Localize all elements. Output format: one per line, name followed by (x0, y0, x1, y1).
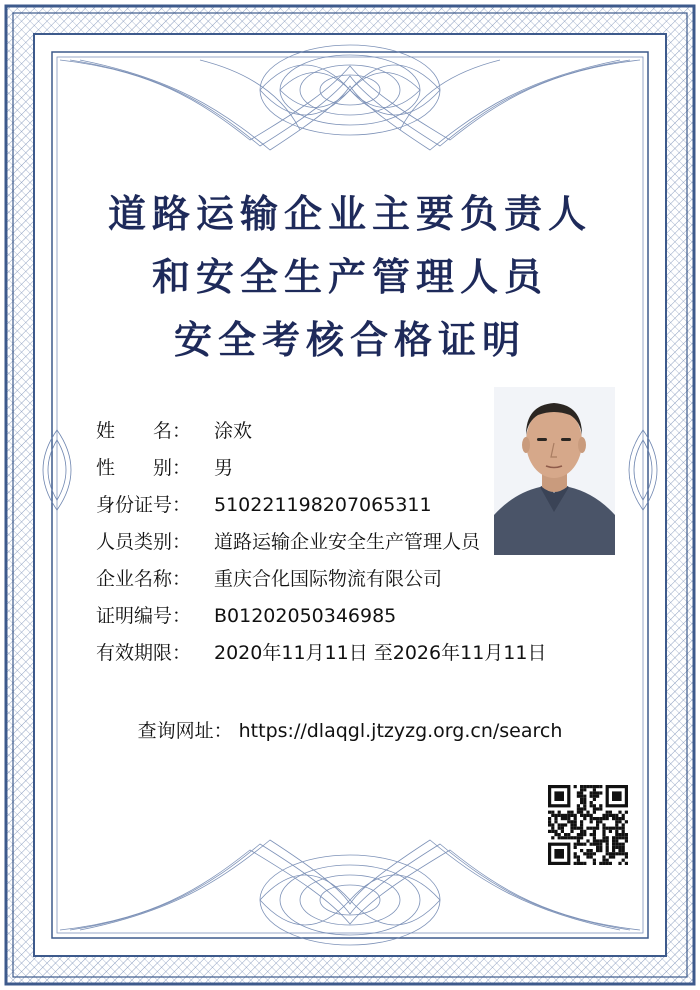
field-value: 男 (214, 457, 234, 479)
certificate-title-line1: 道路运输企业主要负责人 (107, 191, 592, 236)
field-value: 2020年11月11日 至2026年11月11日 (214, 642, 547, 664)
certificate-title-line3: 安全考核合格证明 (173, 317, 526, 362)
field-row-id-number (96, 490, 432, 520)
field-label: 身份证号： (96, 494, 192, 516)
field-row-name (96, 416, 252, 446)
field-label: 证明编号： (96, 605, 192, 627)
field-label: 有效期限： (96, 642, 192, 664)
field-row-gender (96, 453, 233, 483)
field-value: 涂欢 (214, 420, 253, 442)
field-value: 道路运输企业安全生产管理人员 (214, 531, 481, 553)
field-value: 510221198207065311 (214, 494, 432, 516)
field-row-certificate-number (96, 601, 396, 631)
field-label: 姓 名： (96, 420, 192, 442)
field-label: 企业名称： (96, 568, 192, 590)
query-label: 查询网址： (137, 720, 233, 742)
field-row-validity (96, 638, 546, 668)
query-url-link[interactable]: https://dlaqgl.jtzyzg.org.cn/search (238, 720, 563, 742)
query-url-line (0, 716, 700, 743)
field-value: 重庆合化国际物流有限公司 (214, 568, 443, 590)
qr-code-icon (548, 785, 628, 865)
field-label: 性 别： (96, 457, 192, 479)
field-row-company (96, 564, 442, 594)
field-row-category (96, 527, 480, 557)
field-value: B01202050346985 (214, 605, 397, 627)
portrait-photo (494, 387, 615, 555)
certificate-title-line2: 和安全生产管理人员 (151, 254, 548, 299)
field-label: 人员类别： (96, 531, 192, 553)
